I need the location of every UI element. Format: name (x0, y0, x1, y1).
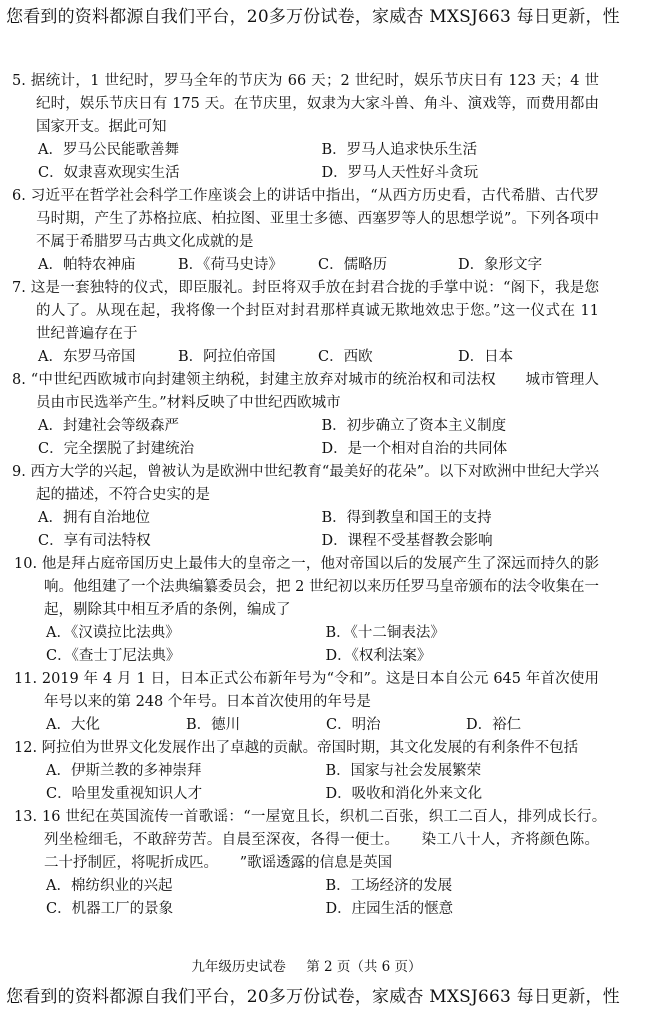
option-c: C．哈里发重视知识人才 (46, 786, 203, 802)
option-b: B．阿拉伯帝国 (178, 349, 276, 365)
watermark-banner-top: 您看到的资料都源自我们平台，20多万份试卷，家威杏 MXSJ663 每日更新，性 (6, 7, 620, 27)
option-list (0, 254, 613, 277)
question-text: 这是一套独特的仪式，即臣服礼。封臣将双手放在封君合拢的手掌中说：“阁下，我是您的人了。从现在起，我将像一个封臣对封君那样真诚无欺地效忠于您。”这一仪式在 11 世纪普遍存在于 (30, 280, 599, 342)
question-text: 16 世纪在英国流传一首歌谣：“一屋宽且长，织机二百张，织工二百人，排列成长行。 列坐检细毛，不敢辞劳苦。自晨至深夜，各得一便士。 染工八十人，齐将颜色陈。二十抒制匠，将呢折成匹。 ”歌谣透露的信息是英国 (42, 809, 628, 871)
option-c: C．《查士丁尼法典》 (46, 648, 181, 664)
option-c: C．奴隶喜欢现实生活 (38, 165, 180, 181)
question-stem (0, 806, 628, 875)
question-text: 阿拉伯为世界文化发展作出了卓越的贡献。帝国时期，其文化发展的有利条件不包括 (41, 740, 579, 756)
option-a: A．封建社会等级森严 (38, 418, 179, 434)
question-stem (0, 70, 613, 139)
question-number: 5. (12, 73, 26, 89)
option-c: C．机器工厂的景象 (46, 901, 174, 917)
question-text: 他是拜占庭帝国历史上最伟大的皇帝之一，他对帝国以后的发展产生了深远而持久的影响。他组建了一个法典编纂委员会，把 2 世纪初以来历任罗马皇帝颁布的法令收集在一起，剔除其中相互矛盾的条例，编成了 (41, 556, 600, 618)
question-number: 12. (14, 740, 38, 756)
question-number: 9. (12, 464, 26, 480)
question-stem (0, 668, 613, 714)
option-c: C．儒略历 (318, 257, 388, 273)
question-9 (0, 461, 613, 553)
question-number: 7. (12, 280, 26, 296)
question-stem (0, 369, 613, 415)
option-d: D．象形文字 (458, 257, 543, 273)
option-b: B．初步确立了资本主义制度 (321, 418, 507, 434)
page-footer (0, 957, 613, 977)
question-number: 11. (14, 671, 38, 687)
option-b: B．罗马人追求快乐生活 (321, 142, 478, 158)
option-c: C．享有司法特权 (38, 533, 151, 549)
option-a: A．拥有自治地位 (38, 510, 150, 526)
question-stem (0, 553, 613, 622)
option-list (0, 139, 613, 185)
question-text: 2019 年 4 月 1 日，日本正式公布新年号为“令和”。这是日本自公元 645 年首次使用年号以来的第 248 个年号。日本首次使用的年号是 (41, 671, 600, 710)
option-d: D．罗马人天性好斗贪玩 (321, 165, 479, 181)
question-list (0, 70, 628, 921)
question-text: 习近平在哲学社会科学工作座谈会上的讲话中指出，“从西方历史看，古代希腊、古代罗马时期，产生了苏格拉底、柏拉图、亚里士多德、西塞罗等人的思想学说”。下列各项中不属于希腊罗马古典文化成就的是 (30, 188, 599, 250)
question-13 (0, 806, 628, 921)
option-d: D．《权利法案》 (325, 648, 432, 664)
option-list (0, 622, 613, 668)
question-5 (0, 70, 613, 185)
question-number: 8. (12, 372, 26, 388)
option-list (0, 507, 613, 553)
option-d: D．裕仁 (466, 717, 522, 733)
option-a: A．大化 (46, 717, 100, 733)
question-stem (0, 185, 613, 254)
option-b: B．国家与社会发展繁荣 (325, 763, 482, 779)
option-d: D．日本 (458, 349, 514, 365)
option-d: D．课程不受基督教会影响 (321, 533, 493, 549)
option-c: C．完全摆脱了封建统治 (38, 441, 195, 457)
option-list (0, 875, 613, 921)
option-list (0, 346, 613, 369)
option-a: A．罗马公民能歌善舞 (38, 142, 179, 158)
question-12 (0, 737, 613, 806)
option-list (0, 415, 613, 461)
option-c: C．明治 (326, 717, 381, 733)
question-7 (0, 277, 613, 369)
option-b: B．《十二铜表法》 (325, 625, 445, 641)
option-d: D．庄园生活的惬意 (325, 901, 454, 917)
option-b: B．《荷马史诗》 (178, 257, 283, 273)
question-text: “中世纪西欧城市向封建领主纳税，封建主放弃对城市的统治权和司法权 城市管理人员由市民选举产生。”材料反映了中世纪西欧城市 (30, 372, 599, 411)
question-6 (0, 185, 613, 277)
option-d: D．吸收和消化外来文化 (325, 786, 483, 802)
option-list (0, 714, 613, 737)
option-c: C．西欧 (318, 349, 373, 365)
option-a: A．伊斯兰教的多神崇拜 (46, 763, 202, 779)
question-10 (0, 553, 613, 668)
question-stem (0, 277, 613, 346)
option-a: A．帕特农神庙 (38, 257, 136, 273)
footer-subject: 九年级历史试卷 (191, 959, 286, 975)
option-b: B．德川 (186, 717, 241, 733)
question-number: 10. (14, 556, 38, 572)
option-b: B．工场经济的发展 (325, 878, 453, 894)
question-number: 13. (14, 809, 38, 825)
footer-page-number: 第 2 页（共 6 页） (306, 959, 422, 975)
option-a: A．棉纺织业的兴起 (46, 878, 173, 894)
option-a: A．东罗马帝国 (38, 349, 136, 365)
watermark-banner-bottom: 您看到的资料都源自我们平台，20多万份试卷，家威杏 MXSJ663 每日更新，性 (6, 987, 620, 1007)
question-number: 6. (12, 188, 26, 204)
option-a: A．《汉谟拉比法典》 (46, 625, 180, 641)
option-list (0, 760, 613, 806)
question-8 (0, 369, 613, 461)
option-b: B．得到教皇和国王的支持 (321, 510, 492, 526)
question-text: 西方大学的兴起，曾被认为是欧洲中世纪教育“最美好的花朵”。以下对欧洲中世纪大学兴起的描述，不符合史实的是 (30, 464, 600, 503)
question-text: 据统计，1 世纪时，罗马全年的节庆为 66 天；2 世纪时，娱乐节庆日有 123 天；4 世纪时，娱乐节庆日有 175 天。在节庆里，奴隶为大家斗兽、角斗、演戏等，而费用都由国家开支。据此可知 (30, 73, 600, 135)
option-d: D．是一个相对自治的共同体 (321, 441, 508, 457)
question-11 (0, 668, 613, 737)
question-stem (0, 737, 613, 760)
question-stem (0, 461, 613, 507)
